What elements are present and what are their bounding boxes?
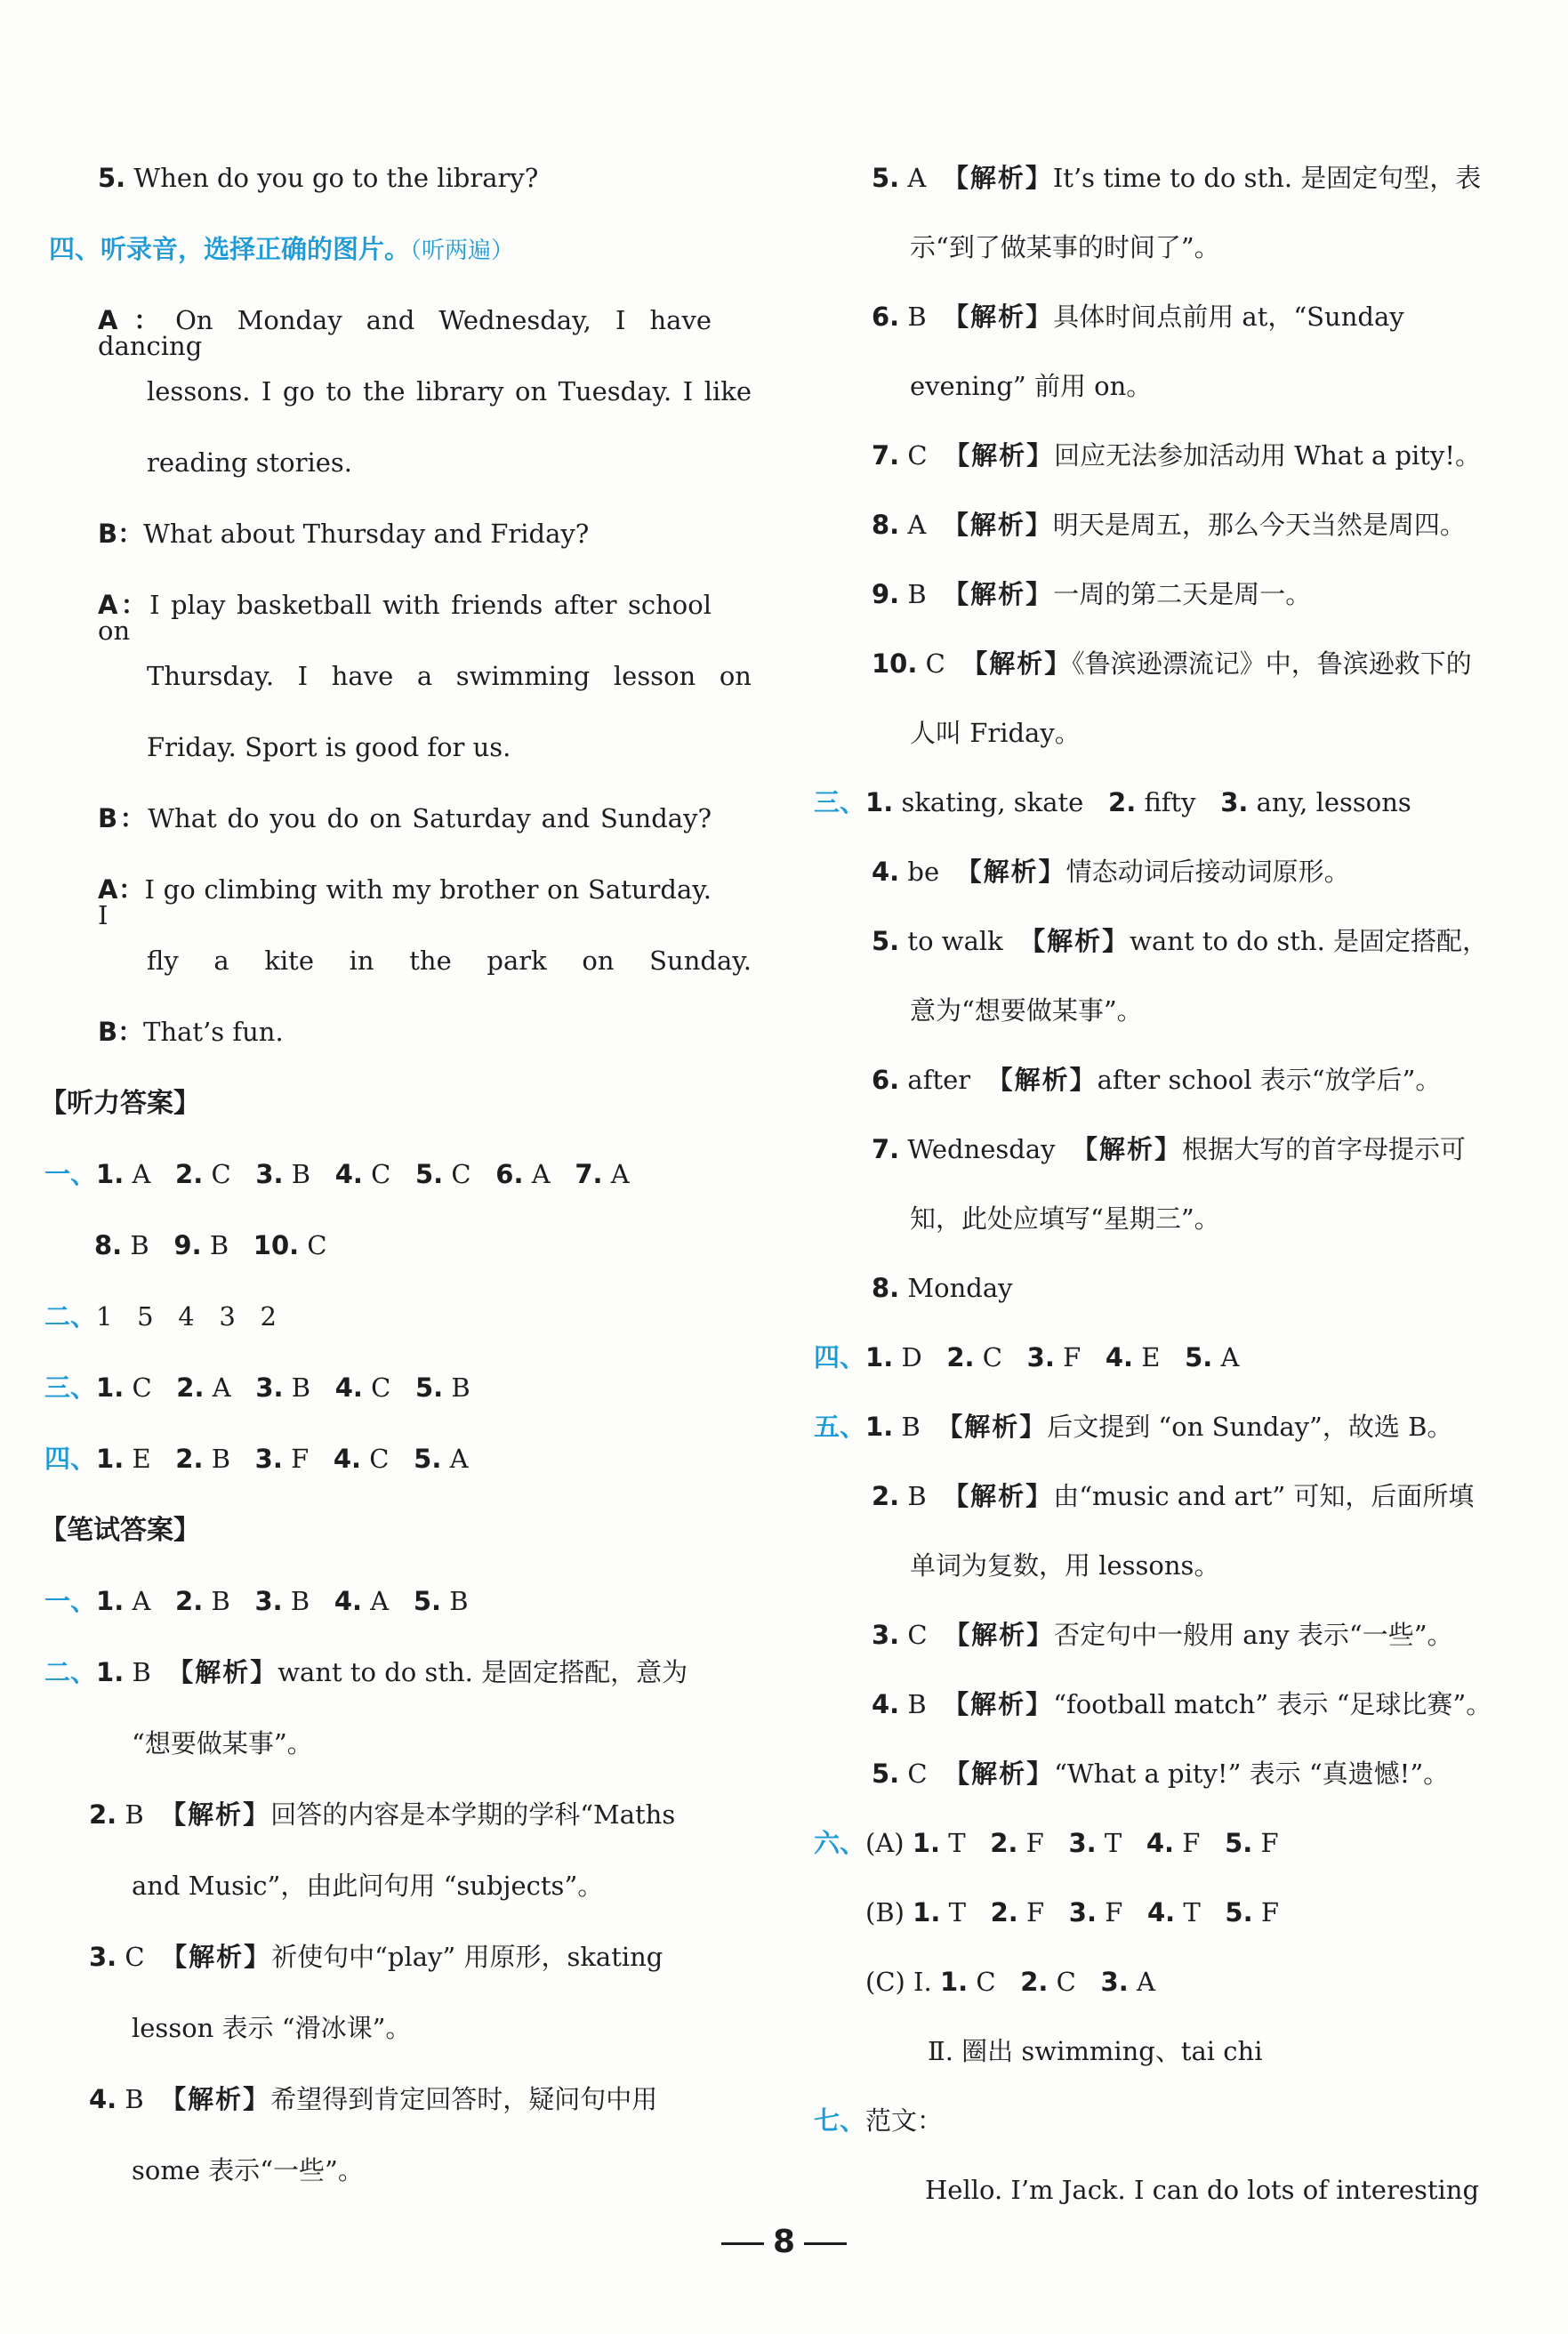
item-number: 6. [495,1159,524,1189]
written-item-line [132,2013,412,2043]
item-number: 9. [872,579,900,609]
page-number-dash-left [721,2242,764,2245]
analysis-tag: 【解析】 [1019,926,1130,956]
section-label: 三、 [44,1372,97,1403]
analysis-text: 知，此处应填写“星期三”。 [910,1203,1220,1234]
item-number: 2. [946,1342,975,1372]
item-answer: T [948,1897,966,1928]
item-answer: B [907,579,927,609]
analysis-tag: 【解析】 [160,1799,271,1830]
item-number: 4. [872,1689,900,1719]
item-number: 1. [96,1444,125,1474]
dialogue-text: lessons. I go to the library on Tuesday. I like [147,376,752,406]
dialogue-speaker: B： [98,1017,144,1047]
item-answer: C [451,1159,471,1189]
analysis-tag: 【解析】 [937,1412,1048,1442]
page-number [0,2224,1568,2260]
question-5 [98,165,538,191]
essay-line [925,2177,1479,2203]
item-number: 3. [1068,1897,1097,1928]
item-answer: Wednesday [907,1134,1056,1164]
section-4-title [49,234,515,264]
item-number: 1. [865,1342,894,1372]
item-answer: C [211,1159,231,1189]
analysis-text: 祈使句中“play” 用原形，skating [271,1942,663,1972]
item-answer: F [291,1444,310,1474]
item-answer: A [1220,1342,1240,1372]
item-number: 1. [96,1372,125,1403]
analysis-text: after school 表示“放学后”。 [1097,1065,1442,1095]
item-number: 5. [1225,1828,1253,1858]
item-answer: B [291,1159,311,1189]
answer-item-line [910,1550,1220,1581]
item-answer: C [907,1620,928,1650]
item-answer: C [907,1759,928,1789]
answer-item-line [872,1067,1441,1093]
item-number: 3. [254,1586,283,1616]
section-label: 二、 [44,1301,97,1332]
item-number: 5. [413,1586,442,1616]
written-header [40,1517,200,1544]
analysis-text: 明天是周五，那么今天当然是周四。 [1052,510,1466,540]
item-answer: any, lessons [1256,787,1411,817]
dialogue-line [147,447,353,478]
analysis-tag: 【解析】 [942,510,1053,540]
item-number: 7. [872,440,900,471]
item-answer: C [125,1942,145,1972]
item-answer: C [369,1444,390,1474]
section-label: 一、 [44,1159,97,1189]
item-answer: C [371,1159,391,1189]
item-answer: skating, skate [901,787,1084,817]
item-answer: C [371,1372,391,1403]
dialogue-line [98,803,712,833]
item-answer: T [948,1828,966,1858]
dialogue-text: On Monday and Wednesday, I have dancing [98,305,712,361]
item-answer: B [125,1799,144,1830]
item-number: 2. [176,1372,205,1403]
item-answer: F [1260,1828,1279,1858]
item-answer: B [907,1689,927,1719]
item-number: 5. [414,1444,442,1474]
analysis-text: 单词为复数，用 lessons。 [910,1550,1220,1581]
written-item-line [89,2084,658,2114]
answer-item-line [872,859,1350,885]
item-answer: be [907,857,940,887]
item-answer: C [132,1372,152,1403]
right-s6-C [865,1969,1155,1995]
section-label: 五、 [814,1412,866,1442]
item-number: 4. [1105,1342,1134,1372]
analysis-text: “football match” 表示 “足球比赛”。 [1053,1689,1492,1719]
analysis-tag: 【解析】 [961,648,1073,679]
item-number: 3. [255,1159,284,1189]
answer-item-line [910,995,1143,1026]
item-answer: Monday [907,1273,1013,1303]
item-answer: E [1141,1342,1161,1372]
written-item-line [132,2155,364,2185]
answer-item-line [872,648,1472,679]
analysis-text: “What a pity!” 表示 “真遗憾!”。 [1054,1759,1450,1789]
dialogue-speaker: A： [98,590,150,620]
item-answer: F [1260,1897,1279,1928]
item-answer: fifty [1144,787,1196,817]
analysis-text: 希望得到肯定回答时，疑问句中用 [270,2084,658,2114]
analysis-tag: 【解析】 [943,1481,1054,1511]
dialogue-line [98,592,712,644]
analysis-text: 《鲁滨逊漂流记》中，鲁滨逊救下的 [1072,648,1472,679]
item-answer: B [907,1481,927,1511]
item-number: 3. [872,1620,900,1650]
dialogue-line [98,305,712,361]
item-number: 5. [1185,1342,1213,1372]
answer-header: 【听力答案】 [40,1088,200,1119]
analysis-tag: 【解析】 [942,163,1053,193]
dialogue-line [98,874,712,930]
item-number: 2. [1020,1967,1049,1997]
dialogue-text: What about Thursday and Friday? [143,519,590,549]
section-label: 一、 [44,1586,97,1616]
item-number: 3. [1100,1967,1129,1997]
analysis-text: some 表示“一些”。 [132,2155,364,2185]
analysis-tag: 【解析】 [943,579,1054,609]
analysis-text: 具体时间点前用 at，“Sunday [1053,302,1404,332]
item-answer: B [125,2084,144,2114]
analysis-text: and Music”，由此问句用 “subjects”。 [132,1871,604,1901]
item-answer: B [451,1372,470,1403]
item-number: 1. [96,1586,125,1616]
dialogue-speaker: B： [98,519,144,549]
answer-item-line [872,926,1489,956]
section-label: 四、 [44,1444,97,1474]
item-answer: B [209,1230,229,1260]
item-number: 4. [89,2084,117,2114]
item-answer: B [290,1586,310,1616]
section-title [49,234,514,264]
item-number: 4. [334,1159,363,1189]
written-item-line [132,1873,603,1899]
section-title-text: 四、听录音，选择正确的图片。 [49,234,411,264]
analysis-text: lesson 表示 “滑冰课”。 [132,2013,412,2043]
answer-item-line [910,232,1220,262]
item-answer: C [307,1230,327,1260]
item-answer: B [449,1586,469,1616]
roman-label: Ⅰ. [913,1967,932,1997]
listening-s1-row1 [44,1159,630,1189]
analysis-text: 根据大写的首字母提示可 [1182,1134,1467,1164]
item-answer: C [976,1967,996,1997]
answer-item-line [910,720,1081,746]
dialogue-text: fly a kite in the park on Sunday. [147,946,752,976]
page-number-text: 8 [772,2224,796,2260]
item-number: 5. [872,926,900,956]
dialogue-speaker: B： [98,803,149,833]
item-answer: A [531,1159,551,1189]
answer-header: 【笔试答案】 [40,1515,200,1546]
item-number: 4. [1147,1897,1176,1928]
item-number: 2. [175,1159,204,1189]
analysis-tag: 【解析】 [943,302,1054,332]
answer-item-line [872,440,1481,471]
item-number: 2. [872,1481,900,1511]
analysis-tag: 【解析】 [944,1620,1055,1650]
item-number: 1. [939,1967,969,1997]
listening-s3 [44,1372,470,1403]
item-number: 3. [1068,1828,1097,1858]
item-answer: B [211,1586,230,1616]
section-label: 七、 [814,2105,866,2136]
analysis-text: want to do sth. 是固定搭配，意为 [277,1657,688,1687]
item-number: 5. [872,1759,900,1789]
item-answer: B [907,302,927,332]
item-number: 10. [253,1230,300,1260]
item-number: 5. [872,163,900,193]
answer-item-line [910,371,1153,401]
question-text: When do you go to the library? [133,163,539,193]
answer-item-line [872,1761,1449,1787]
item-number: 10. [872,648,918,679]
right-s7 [814,2105,944,2136]
answer-item-line [872,165,1481,191]
item-answer: B [901,1412,921,1442]
item-number: 3. [254,1444,283,1474]
answer-item-line [872,1134,1467,1164]
right-s6-A [814,1828,1279,1858]
item-number: 6. [872,302,900,332]
analysis-text: 情态动词后接动词原形。 [1065,857,1350,887]
item-number: 8. [94,1230,123,1260]
answer-item-line [814,1414,1452,1440]
item-number: 2. [89,1799,117,1830]
item-answer: F [1105,1897,1123,1928]
analysis-text: 示“到了做某事的时间了”。 [910,232,1220,262]
item-answer: F [1182,1828,1201,1858]
item-answer: F [1025,1828,1044,1858]
section-label: 三、 [814,787,866,817]
item-number: 2. [1108,787,1137,817]
section-label: 六、 [814,1828,866,1858]
page-number-dash-right [804,2242,847,2245]
analysis-tag: 【解析】 [944,440,1055,471]
dialogue-line [147,732,511,762]
right-s6-C-II [928,2036,1263,2066]
analysis-tag: 【解析】 [944,1759,1055,1789]
item-answer: C [982,1342,1002,1372]
dialogue-text: I go climbing with my brother on Saturday. I [98,874,712,930]
written-item-line [89,1944,663,1970]
item-number: 3. [255,1372,284,1403]
answer-item-line [910,1203,1220,1234]
answer-item-line [872,1273,1013,1303]
item-number: 1. [865,787,894,817]
right-s4 [814,1342,1240,1372]
listening-s2 [44,1301,277,1332]
dialogue-text: I play basketball with friends after school on [98,590,712,646]
item-answer: B [291,1372,311,1403]
dialogue-text: Thursday. I have a swimming lesson on [147,661,752,691]
item-number: 4. [1146,1828,1175,1858]
item-answer: A [132,1159,151,1189]
sub-label: (B) [865,1897,905,1928]
item-number: 1. [96,1657,125,1687]
dialogue-text: reading stories. [147,447,353,478]
analysis-tag: 【解析】 [1072,1134,1183,1164]
item-number: 4. [334,1586,363,1616]
item-number: 7. [872,1134,900,1164]
item-answer: E [132,1444,151,1474]
item-answer: A [610,1159,630,1189]
analysis-text: 由“music and art” 可知，后面所填 [1053,1481,1475,1511]
item-number: 3. [89,1942,117,1972]
written-item-line [132,1728,313,1759]
analysis-tag: 【解析】 [955,857,1066,887]
analysis-text: 后文提到 “on Sunday”，故选 B。 [1047,1412,1453,1442]
item-number: 3. [1026,1342,1055,1372]
listening-s4 [44,1446,469,1472]
item-number: 2. [990,1897,1018,1928]
question-number: 5. [98,163,126,193]
right-s3-first [814,787,1411,817]
analysis-tag: 【解析】 [161,1942,272,1972]
answer-item-line [872,1689,1492,1719]
analysis-text: evening” 前用 on。 [910,371,1153,401]
item-number: 6. [872,1065,900,1095]
item-number: 2. [175,1586,204,1616]
item-answer: T [1183,1897,1201,1928]
item-number: 2. [990,1828,1018,1858]
analysis-text: “想要做某事”。 [132,1728,313,1759]
item-answer: T [1104,1828,1122,1858]
item-answer: A [907,163,927,193]
right-s6-B [865,1897,1279,1928]
analysis-text: 一周的第二天是周一。 [1053,579,1312,609]
dialogue-text: What do you do on Saturday and Sunday? [148,803,712,833]
dialogue-line [98,1019,284,1045]
item-answer: A [370,1586,390,1616]
dialogue-line [147,948,752,974]
item-answer: B [211,1444,230,1474]
answer-sequence: 1 5 4 3 2 [96,1301,277,1332]
answer-item-line [872,512,1466,538]
item-number: 9. [173,1230,202,1260]
item-number: 7. [575,1159,603,1189]
item-number: 4. [334,1372,363,1403]
item-answer: to walk [907,926,1003,956]
analysis-tag: 【解析】 [167,1657,278,1687]
item-number: 5. [1225,1897,1253,1928]
roman-text: Ⅱ. 圈出 swimming、tai chi [928,2036,1263,2066]
item-number: 1. [96,1159,125,1189]
item-answer: F [1063,1342,1082,1372]
sub-label: (A) [865,1828,905,1858]
item-number: 5. [415,1372,444,1403]
analysis-text: 意为“想要做某事”。 [910,995,1143,1026]
answer-item-line [872,1481,1475,1511]
essay-text: Hello. I’m Jack. I can do lots of interesting [925,2175,1480,2205]
item-answer: A [907,510,927,540]
section-label: 四、 [814,1342,866,1372]
listening-header [40,1088,200,1119]
analysis-text: 人叫 Friday。 [910,718,1081,748]
answer-item-line [872,304,1404,330]
analysis-text: 回答的内容是本学期的学科“Maths [270,1799,676,1830]
written-item-line [89,1799,676,1830]
item-number: 4. [872,857,900,887]
item-answer: C [907,440,928,471]
dialogue-line [147,661,752,691]
item-answer: A [212,1372,231,1403]
item-answer: F [1026,1897,1045,1928]
essay-title: 范文： [865,2105,944,2136]
written-s1 [44,1586,469,1616]
answer-item-line [872,579,1312,609]
written-item-line [44,1657,688,1687]
analysis-tag: 【解析】 [943,1689,1054,1719]
analysis-tag: 【解析】 [986,1065,1098,1095]
listening-s1-row2 [94,1230,327,1260]
item-answer: A [449,1444,469,1474]
analysis-text: want to do sth. 是固定搭配， [1130,926,1489,956]
analysis-text: 回应无法参加活动用 What a pity!。 [1054,440,1481,471]
analysis-text: 否定句中一般用 any 表示“一些”。 [1054,1620,1453,1650]
item-number: 4. [333,1444,362,1474]
item-answer: A [132,1586,151,1616]
analysis-text: It’s time to do sth. 是固定句型，表 [1052,163,1482,193]
dialogue-speaker: A： [98,874,145,905]
item-number: 8. [872,1273,900,1303]
dialogue-line [98,521,589,547]
item-number: 8. [872,510,900,540]
item-answer: A [1136,1967,1155,1997]
item-number: 1. [865,1412,894,1442]
item-answer: after [907,1065,971,1095]
dialogue-speaker: A： [98,305,176,335]
item-answer: B [132,1657,151,1687]
sub-label: (C) [865,1967,905,1997]
analysis-tag: 【解析】 [160,2084,271,2114]
item-answer: C [1056,1967,1076,1997]
answer-item-line [872,1622,1453,1648]
item-number: 3. [1220,787,1249,817]
item-answer: C [925,648,945,679]
item-answer: B [130,1230,149,1260]
item-number: 1. [913,1897,941,1928]
section-label: 二、 [44,1657,97,1687]
item-number: 2. [175,1444,204,1474]
dialogue-text: Friday. Sport is good for us. [147,732,511,762]
item-number: 1. [912,1828,941,1858]
item-answer: D [901,1342,922,1372]
dialogue-text: That’s fun. [143,1017,284,1047]
section-title-note: （听两遍） [410,237,515,264]
dialogue-line [147,376,752,406]
item-number: 5. [415,1159,444,1189]
